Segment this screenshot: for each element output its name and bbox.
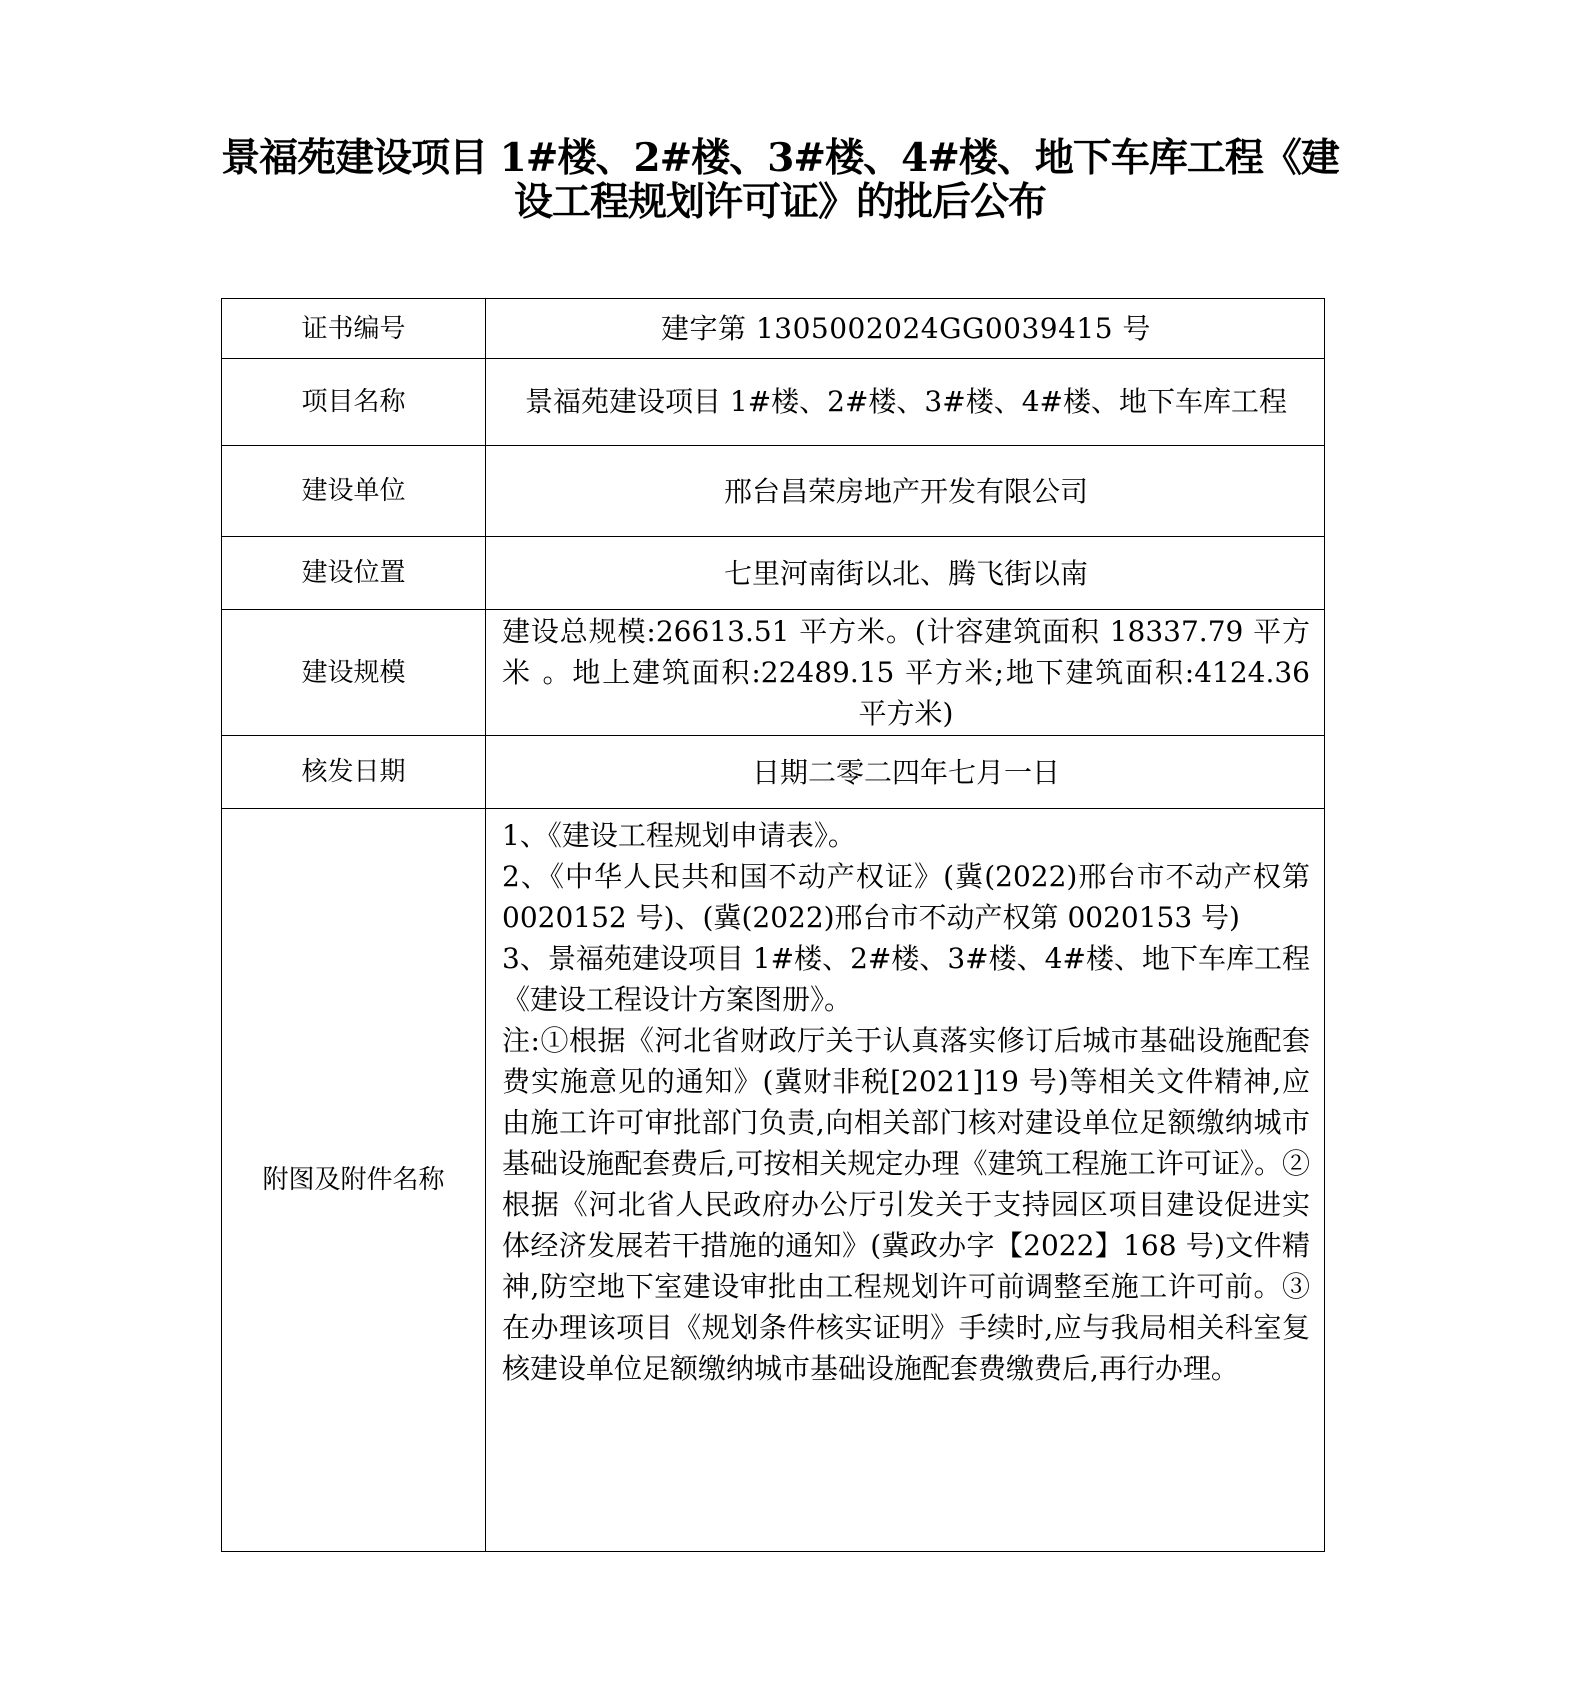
label-construction-unit: 建设单位 [222,446,486,537]
label-issue-date: 核发日期 [222,736,486,809]
value-attachments [486,809,1325,1552]
label-construction-scale: 建设规模 [222,610,486,736]
value-certificate-number: 建字第 1305002024GG0039415 号 [486,299,1325,359]
attachment-item-3: 3、景福苑建设项目 1#楼、2#楼、3#楼、4#楼、地下车库工程《建设工程设计方案图册》。 [502,942,1310,1016]
value-issue-date: 日期二零二四年七月一日 [486,736,1325,809]
permit-table [221,298,1325,1552]
attachment-item-1: 1、《建设工程规划申请表》。 [502,819,856,852]
table-row-attachments [222,809,1325,1552]
attachment-item-2: 2、《中华人民共和国不动产权证》(冀(2022)邢台市不动产权第 0020152 号)、(冀(2022)邢台市不动产权第 0020153 号) [502,860,1310,934]
value-construction-unit: 邢台昌荣房地产开发有限公司 [486,446,1325,537]
title-line-1: 景福苑建设项目 1#楼、2#楼、3#楼、4#楼、地下车库工程《建 [221,135,1339,181]
label-attachments: 附图及附件名称 [222,809,486,1552]
value-construction-location: 七里河南街以北、腾飞街以南 [486,537,1325,610]
table-row-project-name [222,359,1325,446]
table-row-certificate-number [222,299,1325,359]
value-construction-scale: 建设总规模:26613.51 平方米。(计容建筑面积 18337.79 平方米 。地上建筑面积:22489.15 平方米;地下建筑面积:4124.36 平方米) [486,610,1325,736]
value-project-name: 景福苑建设项目 1#楼、2#楼、3#楼、4#楼、地下车库工程 [486,359,1325,446]
title-line-2: 设工程规划许可证》的批后公布 [513,179,1046,225]
label-project-name: 项目名称 [222,359,486,446]
table-row-construction-scale [222,610,1325,736]
table-row-construction-location [222,537,1325,610]
document-title [220,136,1340,224]
table-row-issue-date [222,736,1325,809]
table-row-construction-unit [222,446,1325,537]
label-construction-location: 建设位置 [222,537,486,610]
label-certificate-number: 证书编号 [222,299,486,359]
attachment-note: 注:①根据《河北省财政厅关于认真落实修订后城市基础设施配套费实施意见的通知》(冀财非税[2021]19 号)等相关文件精神,应由施工许可审批部门负责,向相关部门核对建设单位足额缴纳城市基础设施配套费后,可按相关规定办理《建筑工程施工许可证》。②根据《河北省人民政府办公厅引发关于支持园区项目建设促进实体经济发展若干措施的通知》(冀政办字【2022】168 号)文件精神,防空地下室建设审批由工程规划许可前调整至施工许可前。③在办理该项目《规划条件核实证明》手续时,应与我局相关科室复核建设单位足额缴纳城市基础设施配套费缴费后,再行办理。 [502,1024,1310,1385]
